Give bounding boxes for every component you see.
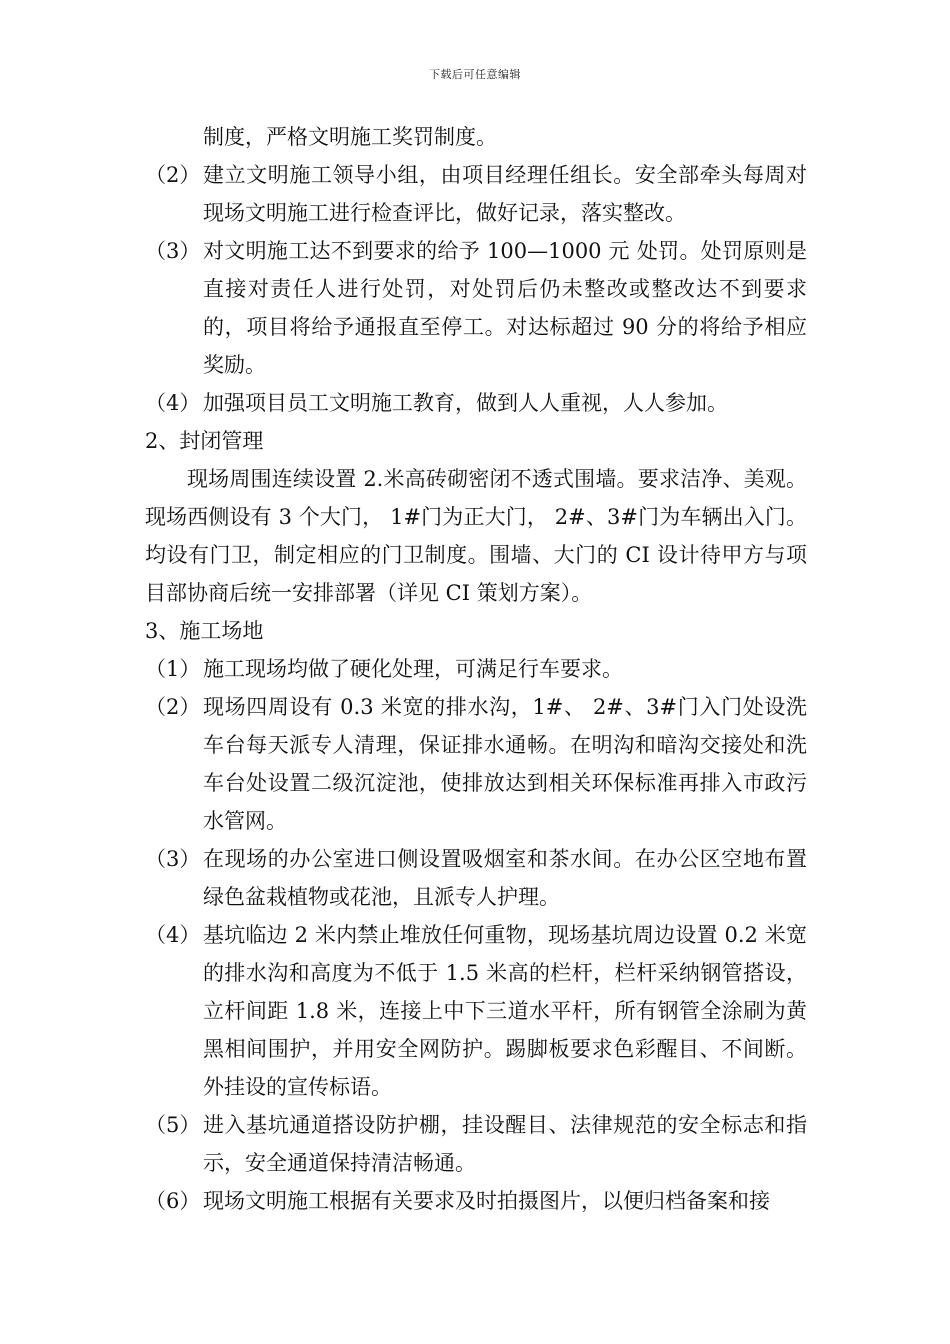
item-text: 建立文明施工领导小组，由项目经理任组长。安全部牵头每周对现场文明施工进行检查评比，做好记录，落实整改。	[203, 163, 807, 225]
document-body	[145, 118, 807, 1220]
item-number: （2）	[145, 695, 201, 719]
section-heading-closed-management: 2、封闭管理	[145, 429, 264, 453]
item-text: 现场四周设有 0.3 米宽的排水沟，1#、 2#、3#门入门处设洗车台每天派专人清理，保证排水通畅。在明沟和暗沟交接处和洗车台处设置二级沉淀池，使排放达到相关环保标准再排入市政污水管网。	[203, 695, 807, 833]
item-number: （4）	[145, 923, 201, 947]
list-item	[145, 688, 807, 840]
item-number: （3）	[145, 847, 201, 871]
item-text: 加强项目员工文明施工教育，做到人人重视，人人参加。	[203, 391, 728, 415]
item-number: （1）	[145, 657, 201, 681]
item-number: （6）	[145, 1189, 201, 1213]
page-header: 下载后可任意编辑	[429, 68, 521, 81]
list-item	[145, 916, 807, 1106]
item-number: （4）	[145, 391, 201, 415]
item-text: 基坑临边 2 米内禁止堆放任何重物，现场基坑周边设置 0.2 米宽的排水沟和高度为不低于 1.5 米高的栏杆，栏杆采纳钢管搭设，立杆间距 1.8 米，连接上中下三道水平杆，所有钢管全涂刷为黄黑相间围护，并用安全网防护。踢脚板要求色彩醒目、不间断。外挂设的宣传标语。	[203, 923, 807, 1099]
section-body-closed-management: 现场周围连续设置 2.米高砖砌密闭不透式围墙。要求洁净、美观。现场西侧设有 3 个大门， 1#门为正大门， 2#、3#门为车辆出入门。均设有门卫，制定相应的门卫制度。围墙、大门的 CI 设计待甲方与项目部协商后统一安排部署（详见 CI 策划方案）。	[145, 467, 807, 605]
list-item	[145, 650, 807, 688]
item-number: （5）	[145, 1113, 201, 1137]
list-item	[145, 1106, 807, 1182]
item-number: （2）	[145, 163, 201, 187]
list-item	[145, 840, 807, 916]
item-text: 进入基坑通道搭设防护棚，挂设醒目、法律规范的安全标志和指示，安全通道保持清洁畅通。	[203, 1113, 807, 1175]
item-text: 对文明施工达不到要求的给予 100—1000 元 处罚。处罚原则是直接对责任人进行处罚，对处罚后仍未整改或整改达不到要求的，项目将给予通报直至停工。对达标超过 90 分的将给予相应奖励。	[203, 239, 807, 377]
list-item	[145, 232, 807, 384]
item-text: 施工现场均做了硬化处理，可满足行车要求。	[203, 657, 623, 681]
item-text: 在现场的办公室进口侧设置吸烟室和茶水间。在办公区空地布置绿色盆栽植物或花池，且派专人护理。	[203, 847, 807, 909]
section-heading-construction-site: 3、施工场地	[145, 619, 264, 643]
list-item	[145, 384, 807, 422]
item-text: 现场文明施工根据有关要求及时拍摄图片，以便归档备案和接	[203, 1189, 770, 1213]
continuation-line: 制度，严格文明施工奖罚制度。	[203, 125, 497, 149]
list-item	[145, 156, 807, 232]
item-number: （3）	[145, 239, 201, 263]
list-item	[145, 1182, 807, 1220]
